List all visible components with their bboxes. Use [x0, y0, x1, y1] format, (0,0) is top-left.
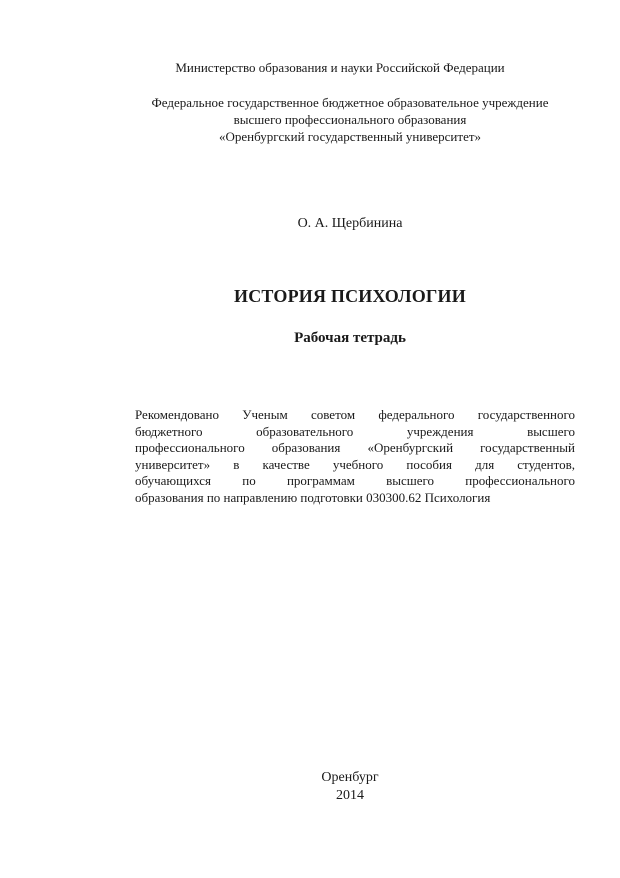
- document-title: ИСТОРИЯ ПСИХОЛОГИИ: [234, 286, 466, 306]
- publication-year: 2014: [336, 788, 364, 803]
- recommendation-line-5: обучающихся по программам высшего профессионального: [135, 473, 575, 488]
- author-name: О. А. Щербинина: [297, 216, 403, 231]
- institution-block: [60, 94, 620, 145]
- recommendation-line-1: Рекомендовано Ученым советом федерального государственного: [135, 407, 575, 422]
- institution-line-2: высшего профессионального образования: [233, 112, 467, 127]
- document-subtitle: Рабочая тетрадь: [294, 330, 406, 346]
- publication-city: Оренбург: [321, 770, 379, 785]
- institution-line-3: «Оренбургский государственный университет»: [218, 129, 482, 144]
- recommendation-line-3: профессионального образования «Оренбургский государственный: [135, 440, 575, 455]
- recommendation-line-6: образования по направлению подготовки 030300.62 Психология: [135, 489, 491, 505]
- recommendation-line-2: бюджетного образовательного учреждения высшего: [135, 423, 575, 439]
- ministry-name: Министерство образования и науки Российской Федерации: [175, 60, 505, 75]
- institution-line-1: Федеральное государственное бюджетное образовательное учреждение: [151, 95, 549, 110]
- recommendation-line-4: университет» в качестве учебного пособия для студентов,: [135, 456, 575, 472]
- recommendation-text: [135, 407, 575, 506]
